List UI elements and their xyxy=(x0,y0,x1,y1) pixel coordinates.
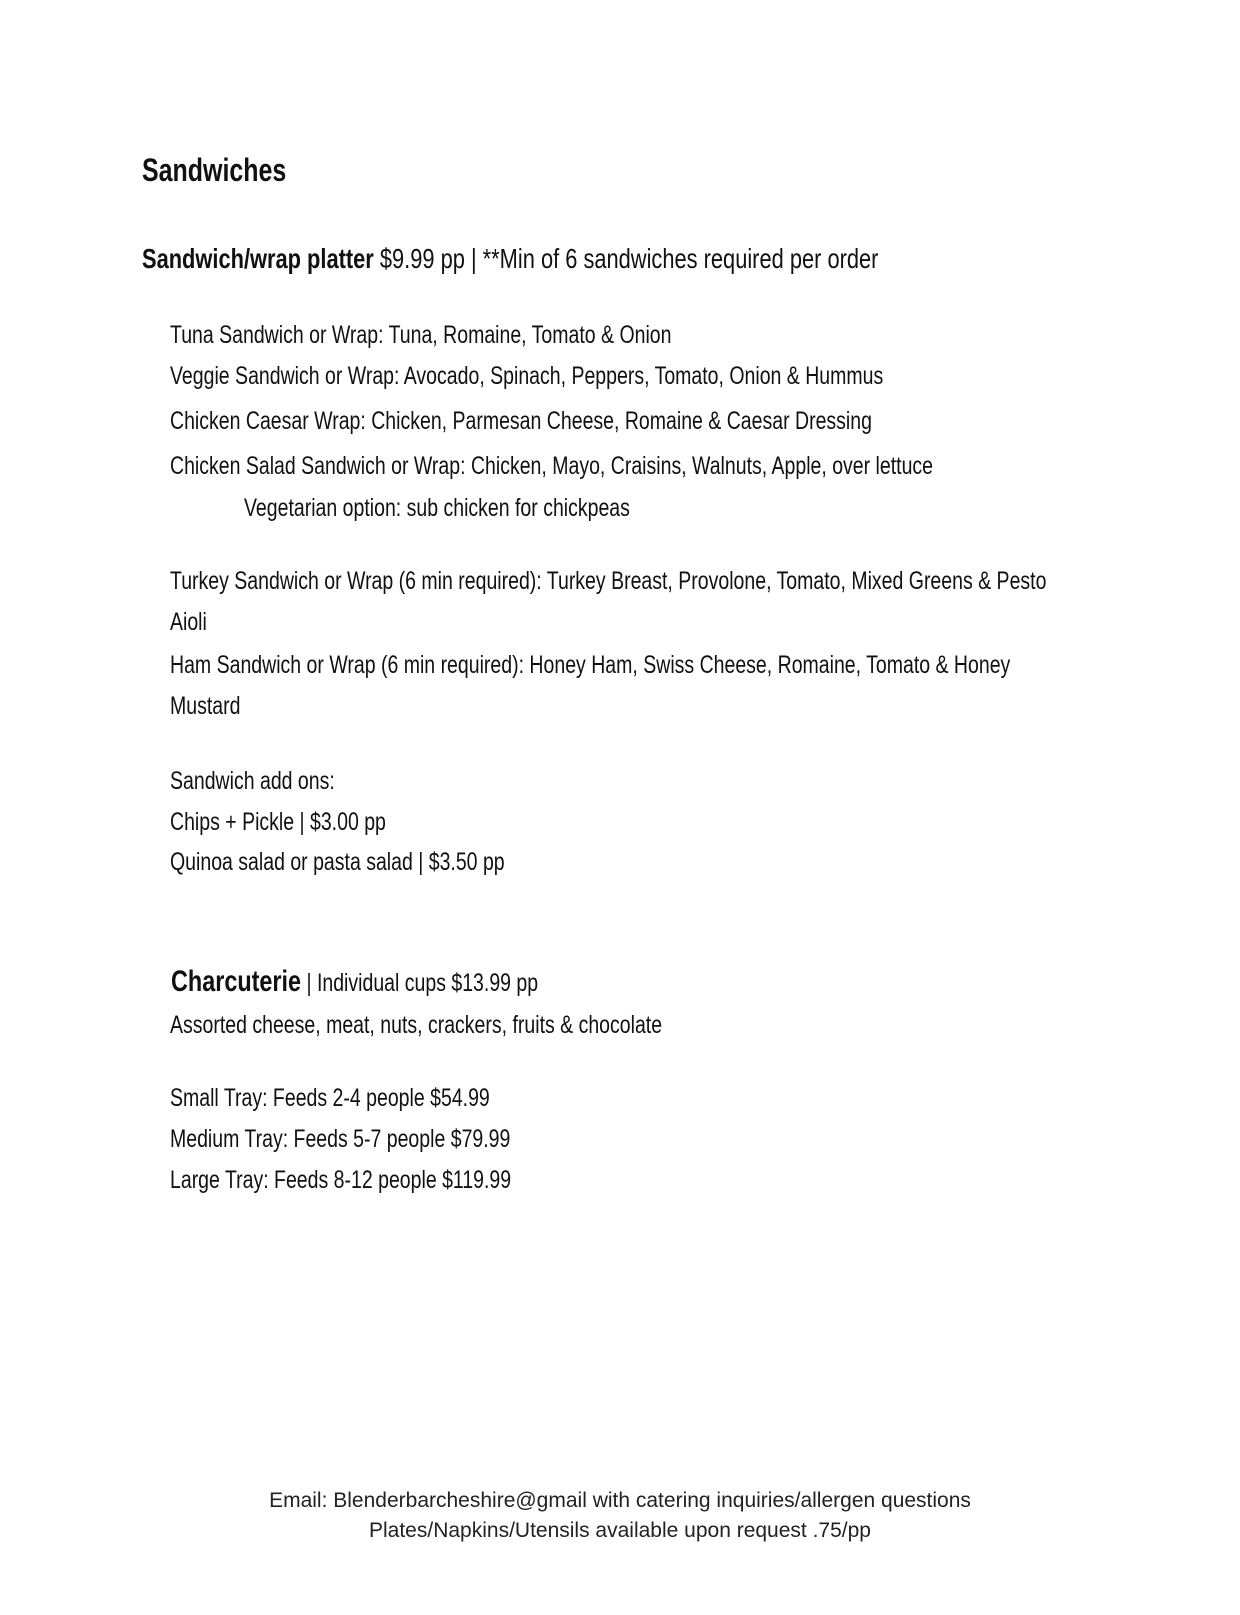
section-heading-sandwiches: Sandwiches xyxy=(142,152,287,188)
platter-title: Sandwich/wrap platter xyxy=(142,243,374,274)
footer-email-line: Email: Blenderbarcheshire@gmail with catering inquiries/allergen questions xyxy=(269,1489,971,1512)
menu-item-tuna: Tuna Sandwich or Wrap: Tuna, Romaine, Tomato & Onion xyxy=(170,321,672,349)
tray-small: Small Tray: Feeds 2-4 people $54.99 xyxy=(170,1084,490,1112)
menu-item-turkey: Turkey Sandwich or Wrap (6 min required): Turkey Breast, Provolone, Tomato, Mixed Greens & Pesto xyxy=(170,567,1047,595)
tray-medium: Medium Tray: Feeds 5-7 people $79.99 xyxy=(170,1125,511,1153)
tray-large: Large Tray: Feeds 8-12 people $119.99 xyxy=(170,1166,512,1194)
addon-chips: Chips + Pickle | $3.00 pp xyxy=(170,808,386,836)
menu-item-veggie: Veggie Sandwich or Wrap: Avocado, Spinach, Peppers, Tomato, Onion & Hummus xyxy=(170,362,884,390)
vegetarian-option-note: Vegetarian option: sub chicken for chickpeas xyxy=(244,494,630,522)
charcuterie-subtitle: | Individual cups $13.99 pp xyxy=(301,969,539,997)
platter-line xyxy=(142,243,878,275)
addons-title: Sandwich add ons: xyxy=(170,767,335,795)
menu-item-chicken-caesar: Chicken Caesar Wrap: Chicken, Parmesan Cheese, Romaine & Caesar Dressing xyxy=(170,407,872,435)
addon-salad: Quinoa salad or pasta salad | $3.50 pp xyxy=(170,848,505,876)
footer-utensils-line: Plates/Napkins/Utensils available upon request .75/pp xyxy=(369,1519,871,1542)
menu-item-turkey-cont: Aioli xyxy=(170,608,207,636)
menu-item-ham-cont: Mustard xyxy=(170,692,241,720)
charcuterie-description: Assorted cheese, meat, nuts, crackers, fruits & chocolate xyxy=(170,1011,663,1039)
charcuterie-heading xyxy=(171,965,538,999)
platter-detail: $9.99 pp | **Min of 6 sandwiches required per order xyxy=(373,243,879,274)
menu-item-chicken-salad: Chicken Salad Sandwich or Wrap: Chicken, Mayo, Craisins, Walnuts, Apple, over lettuce xyxy=(170,452,934,480)
charcuterie-title: Charcuterie xyxy=(171,965,302,998)
menu-item-ham: Ham Sandwich or Wrap (6 min required): Honey Ham, Swiss Cheese, Romaine, Tomato & Honey xyxy=(170,651,1011,679)
